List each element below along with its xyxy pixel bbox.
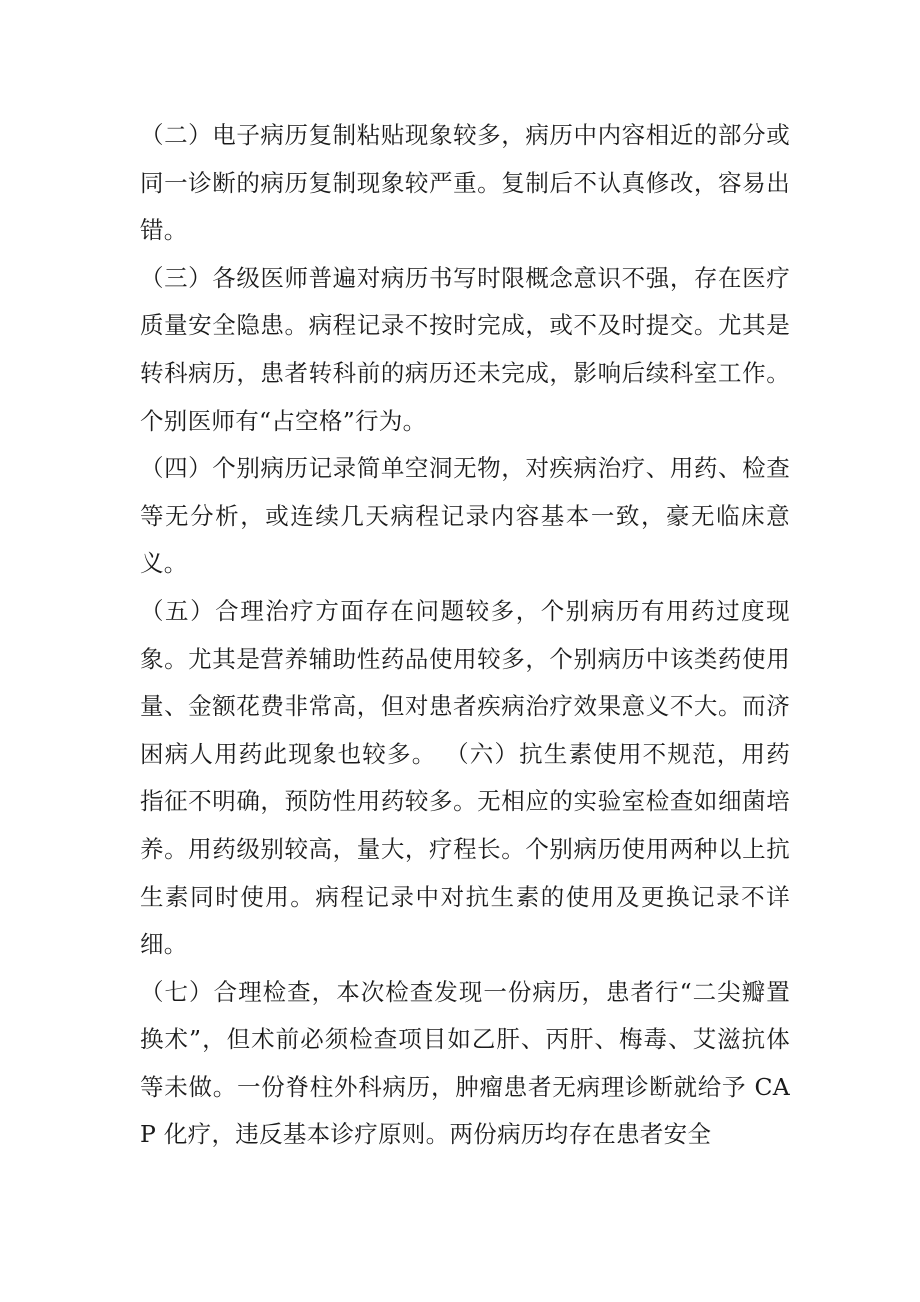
document-body: [140, 112, 790, 1159]
paragraph-3: （三）各级医师普遍对病历书写时限概念意识不强，存在医疗质量安全隐患。病程记录不按时完成，或不及时提交。尤其是转科病历，患者转科前的病历还未完成，影响后续科室工作。个别医师有“占空格”行为。: [140, 263, 790, 435]
paragraph-4: （四）个别病历记录简单空洞无物，对疾病治疗、用药、检查等无分析，或连续几天病程记录内容基本一致，豪无临床意义。: [140, 454, 790, 578]
paragraph-7: （七）合理检查，本次检查发现一份病历，患者行“二尖瓣置换术”，但术前必须检查项目如乙肝、丙肝、梅毒、艾滋抗体等未做。一份脊柱外科病历，肿瘤患者无病理诊断就给予 CAP 化疗，违反基本诊疗原则。两份病历均存在患者安全: [140, 977, 790, 1149]
paragraph-5-6: （五）合理治疗方面存在问题较多，个别病历有用药过度现象。尤其是营养辅助性药品使用较多，个别病历中该类药使用量、金额花费非常高，但对患者疾病治疗效果意义不大。而济困病人用药此现象也较多。 （六）抗生素使用不规范，用药指征不明确，预防性用药较多。无相应的实验室检查如细菌培养。用药级别较高，量大，疗程长。个别病历使用两种以上抗生素同时使用。病程记录中对抗生素的使用及更换记录不详细。: [140, 596, 790, 959]
paragraph-2: （二）电子病历复制粘贴现象较多，病历中内容相近的部分或同一诊断的病历复制现象较严重。复制后不认真修改，容易出错。: [140, 121, 790, 245]
